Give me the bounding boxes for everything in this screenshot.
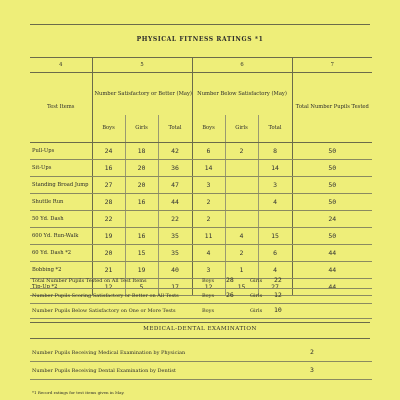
boys-value: 28 xyxy=(226,276,234,284)
test-item-label: 60 Yd. Dash *2 xyxy=(30,245,92,262)
test-item-label: Standing Broad Jump xyxy=(30,177,92,194)
cell-bg: 15 xyxy=(225,279,258,296)
test-item-label: 600 Yd. Run-Walk xyxy=(30,228,92,245)
sub-total: Total xyxy=(158,115,192,143)
cell-bg xyxy=(225,211,258,228)
medical-value: 2 xyxy=(310,348,314,356)
cell-st: 35 xyxy=(158,228,192,245)
test-item-label: Shuttle Run xyxy=(30,194,92,211)
cell-bb: 6 xyxy=(192,143,225,160)
cell-st: 47 xyxy=(158,177,192,194)
cell-st: 40 xyxy=(158,262,192,279)
cell-bb: 4 xyxy=(192,245,225,262)
cell-st: 36 xyxy=(158,160,192,177)
cell-bg xyxy=(225,194,258,211)
cell-bt: 4 xyxy=(258,262,292,279)
cell-st: 44 xyxy=(158,194,192,211)
colnum-6: 6 xyxy=(192,58,292,73)
fitness-table xyxy=(30,57,372,296)
medical-label: Number Pupils Receiving Dental Examination by Dentist xyxy=(32,368,176,374)
sub-total: Total xyxy=(258,115,292,143)
cell-tt: 50 xyxy=(292,228,372,245)
table-row xyxy=(30,143,372,160)
colnum-4: 4 xyxy=(30,58,92,73)
cell-bt: 6 xyxy=(258,245,292,262)
header-satisfactory: Number Satisfactory or Better (May) xyxy=(92,73,192,116)
medical-label: Number Pupils Receiving Medical Examination by Physician xyxy=(32,350,186,356)
top-rule xyxy=(30,24,370,25)
header-row xyxy=(30,73,372,116)
boys-label: Boys xyxy=(202,308,215,314)
cell-sg: 20 xyxy=(125,177,158,194)
cell-sg: 16 xyxy=(125,228,158,245)
summary-row xyxy=(30,274,372,289)
girls-value: 22 xyxy=(274,276,282,284)
cell-tt: 50 xyxy=(292,194,372,211)
summary-label: Total Number Pupils Tested on All Test Items xyxy=(32,278,147,284)
medical-rule-bottom xyxy=(30,338,370,339)
cell-sb: 12 xyxy=(92,279,125,296)
header-below: Number Below Satisfactory (May) xyxy=(192,73,292,116)
cell-bt: 3 xyxy=(258,177,292,194)
cell-sg: 19 xyxy=(125,262,158,279)
cell-st: 42 xyxy=(158,143,192,160)
girls-label: Girls xyxy=(250,278,263,284)
test-item-label: Tip-Up *2 xyxy=(30,279,92,296)
cell-sb: 21 xyxy=(92,262,125,279)
cell-st: 35 xyxy=(158,245,192,262)
cell-sb: 16 xyxy=(92,160,125,177)
girls-value: 12 xyxy=(274,291,282,299)
header-total-tested: Total Number Pupils Tested xyxy=(292,73,372,143)
cell-sg: 16 xyxy=(125,194,158,211)
test-item-label: Sit-Ups xyxy=(30,160,92,177)
test-item-label: 50 Yd. Dash xyxy=(30,211,92,228)
cell-sb: 28 xyxy=(92,194,125,211)
table-body xyxy=(30,143,372,296)
cell-bt xyxy=(258,211,292,228)
footnote: *1 Record ratings for test items given in May. xyxy=(32,390,125,395)
sub-girls: Girls xyxy=(225,115,258,143)
summary-section xyxy=(30,274,372,319)
cell-sg xyxy=(125,211,158,228)
cell-sb: 20 xyxy=(92,245,125,262)
girls-label: Girls xyxy=(250,293,263,299)
medical-section xyxy=(30,344,372,380)
table-row xyxy=(30,245,372,262)
cell-tt: 44 xyxy=(292,245,372,262)
cell-bt: 27 xyxy=(258,279,292,296)
cell-bb: 3 xyxy=(192,177,225,194)
table-row xyxy=(30,228,372,245)
table-row xyxy=(30,160,372,177)
cell-bg: 4 xyxy=(225,228,258,245)
cell-bt: 14 xyxy=(258,160,292,177)
boys-label: Boys xyxy=(202,278,215,284)
table-row xyxy=(30,211,372,228)
cell-bb: 2 xyxy=(192,194,225,211)
cell-sg: 20 xyxy=(125,160,158,177)
cell-bg: 2 xyxy=(225,143,258,160)
page-title: PHYSICAL FITNESS RATINGS *1 xyxy=(136,36,264,43)
medical-row xyxy=(30,362,372,380)
medical-row xyxy=(30,344,372,362)
cell-sg: 15 xyxy=(125,245,158,262)
cell-sb: 22 xyxy=(92,211,125,228)
medical-value: 3 xyxy=(310,366,314,374)
girls-label: Girls xyxy=(250,308,263,314)
cell-bb: 14 xyxy=(192,160,225,177)
cell-bb: 3 xyxy=(192,262,225,279)
cell-tt: 50 xyxy=(292,160,372,177)
cell-bg: 1 xyxy=(225,262,258,279)
medical-rule-top xyxy=(30,322,370,323)
colnum-7: 7 xyxy=(292,58,372,73)
cell-tt: 50 xyxy=(292,177,372,194)
summary-label: Number Pupils Scoring Satisfactory or Better on All Tests xyxy=(32,293,179,299)
summary-row xyxy=(30,289,372,304)
cell-bg xyxy=(225,160,258,177)
cell-tt: 50 xyxy=(292,143,372,160)
sub-girls: Girls xyxy=(125,115,158,143)
cell-bb: 2 xyxy=(192,211,225,228)
cell-sb: 27 xyxy=(92,177,125,194)
summary-label: Number Pupils Below Satisfactory on One or More Tests xyxy=(32,308,176,314)
girls-value: 10 xyxy=(274,306,282,314)
cell-sb: 24 xyxy=(92,143,125,160)
cell-bb: 12 xyxy=(192,279,225,296)
cell-sg: 5 xyxy=(125,279,158,296)
table-row xyxy=(30,177,372,194)
test-item-label: Pull-Ups xyxy=(30,143,92,160)
cell-bt: 8 xyxy=(258,143,292,160)
cell-tt: 44 xyxy=(292,279,372,296)
sub-boys: Boys xyxy=(192,115,225,143)
cell-tt: 24 xyxy=(292,211,372,228)
cell-st: 17 xyxy=(158,279,192,296)
table-row xyxy=(30,194,372,211)
colnum-5: 5 xyxy=(92,58,192,73)
column-number-row xyxy=(30,58,372,73)
test-item-label: Bobbing *2 xyxy=(30,262,92,279)
cell-bt: 15 xyxy=(258,228,292,245)
cell-sg: 18 xyxy=(125,143,158,160)
summary-row xyxy=(30,304,372,319)
header-test-items: Test Items xyxy=(30,73,92,143)
cell-bg: 2 xyxy=(225,245,258,262)
medical-title: MEDICAL-DENTAL EXAMINATION xyxy=(143,326,257,332)
boys-label: Boys xyxy=(202,293,215,299)
sub-boys: Boys xyxy=(92,115,125,143)
cell-bb: 11 xyxy=(192,228,225,245)
boys-value: 26 xyxy=(226,291,234,299)
cell-bt: 4 xyxy=(258,194,292,211)
cell-tt: 44 xyxy=(292,262,372,279)
cell-bg xyxy=(225,177,258,194)
cell-st: 22 xyxy=(158,211,192,228)
cell-sb: 19 xyxy=(92,228,125,245)
